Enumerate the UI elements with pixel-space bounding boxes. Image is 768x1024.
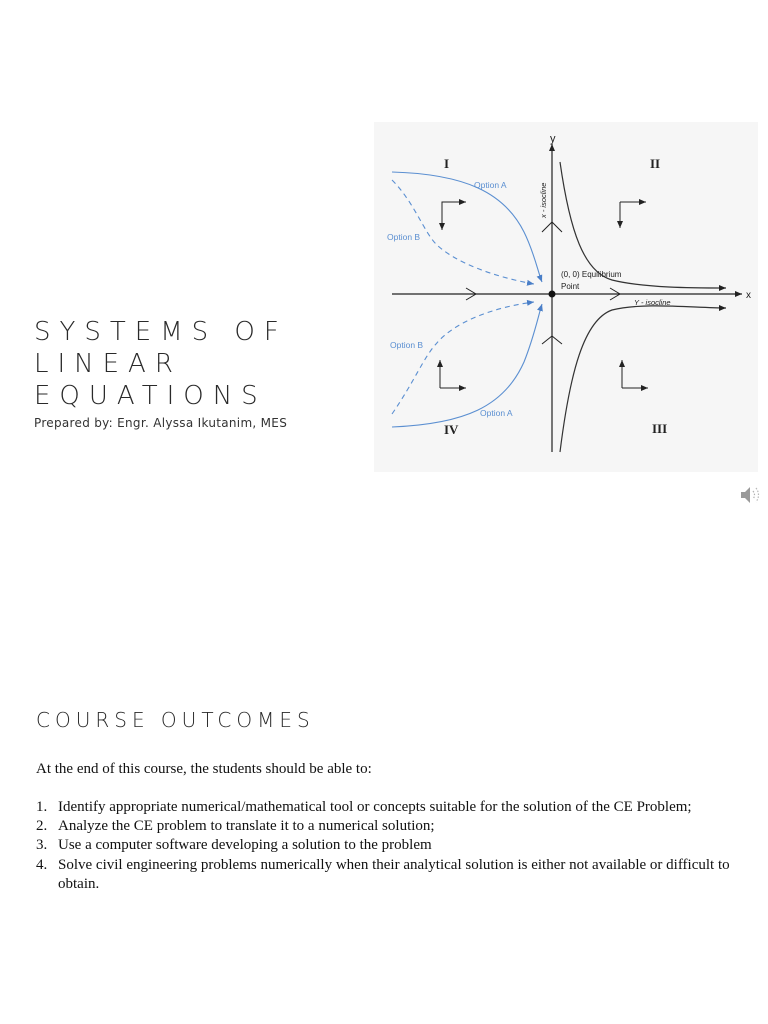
direction-arrows-iii — [622, 360, 648, 388]
option-a-label-lower: Option A — [480, 408, 513, 418]
speaker-icon[interactable] — [739, 484, 763, 510]
list-number: 3. — [36, 837, 48, 854]
equilibrium-label: (0, 0) Equilibrium — [561, 270, 622, 279]
list-text: Solve civil engineering problems numerically when their analytical solution is either not available or difficult to obtain. — [58, 856, 730, 892]
author-credit: Prepared by: Engr. Alyssa Ikutanim, MES — [34, 416, 288, 430]
section-heading: COURSE OUTCOMES — [36, 708, 315, 732]
list-item — [36, 798, 736, 817]
list-item — [36, 836, 736, 855]
direction-arrows-i — [442, 202, 466, 230]
option-b-label-upper: Option B — [387, 232, 421, 242]
list-text: Use a computer software developing a solution to the problem — [58, 837, 432, 854]
y-axis-label: y — [550, 133, 556, 145]
list-number: 1. — [36, 799, 48, 815]
list-item — [36, 817, 736, 836]
list-number: 2. — [36, 818, 48, 835]
equilibrium-label-2: Point — [561, 282, 580, 291]
y-isocline-label: Y - isocline — [634, 298, 671, 307]
quadrant-label-iii: III — [652, 421, 668, 436]
outcomes-list — [36, 798, 736, 894]
list-number: 4. — [36, 856, 48, 873]
list-text: Analyze the CE problem to translate it to a numerical solution; — [58, 818, 435, 835]
page-title: SYSTEMS OF LINEAR EQUATIONS — [34, 317, 288, 411]
intro-text: At the end of this course, the students should be able to: — [36, 761, 372, 777]
quadrant-label-i: I — [444, 156, 450, 171]
list-text: Identify appropriate numerical/mathematical tool or concepts suitable for the solution of the CE Problem; — [58, 799, 692, 815]
curve-lower-right — [560, 306, 726, 452]
phase-diagram-svg — [374, 122, 758, 472]
option-a-label-upper: Option A — [474, 180, 507, 190]
option-b-label-lower: Option B — [390, 340, 424, 350]
x-isocline-label: x - isocline — [539, 182, 548, 218]
option-b-lower-path — [392, 302, 534, 414]
direction-arrows-iv — [440, 360, 466, 388]
quadrant-label-iv: IV — [444, 422, 459, 437]
quadrant-label-ii: II — [650, 156, 661, 171]
equilibrium-point — [549, 291, 556, 298]
phase-diagram — [374, 122, 758, 472]
option-a-upper-path — [392, 172, 542, 282]
x-axis-label: x — [746, 290, 751, 301]
list-item — [36, 856, 736, 894]
direction-arrows-ii — [620, 202, 646, 228]
option-a-lower-path — [392, 304, 542, 427]
